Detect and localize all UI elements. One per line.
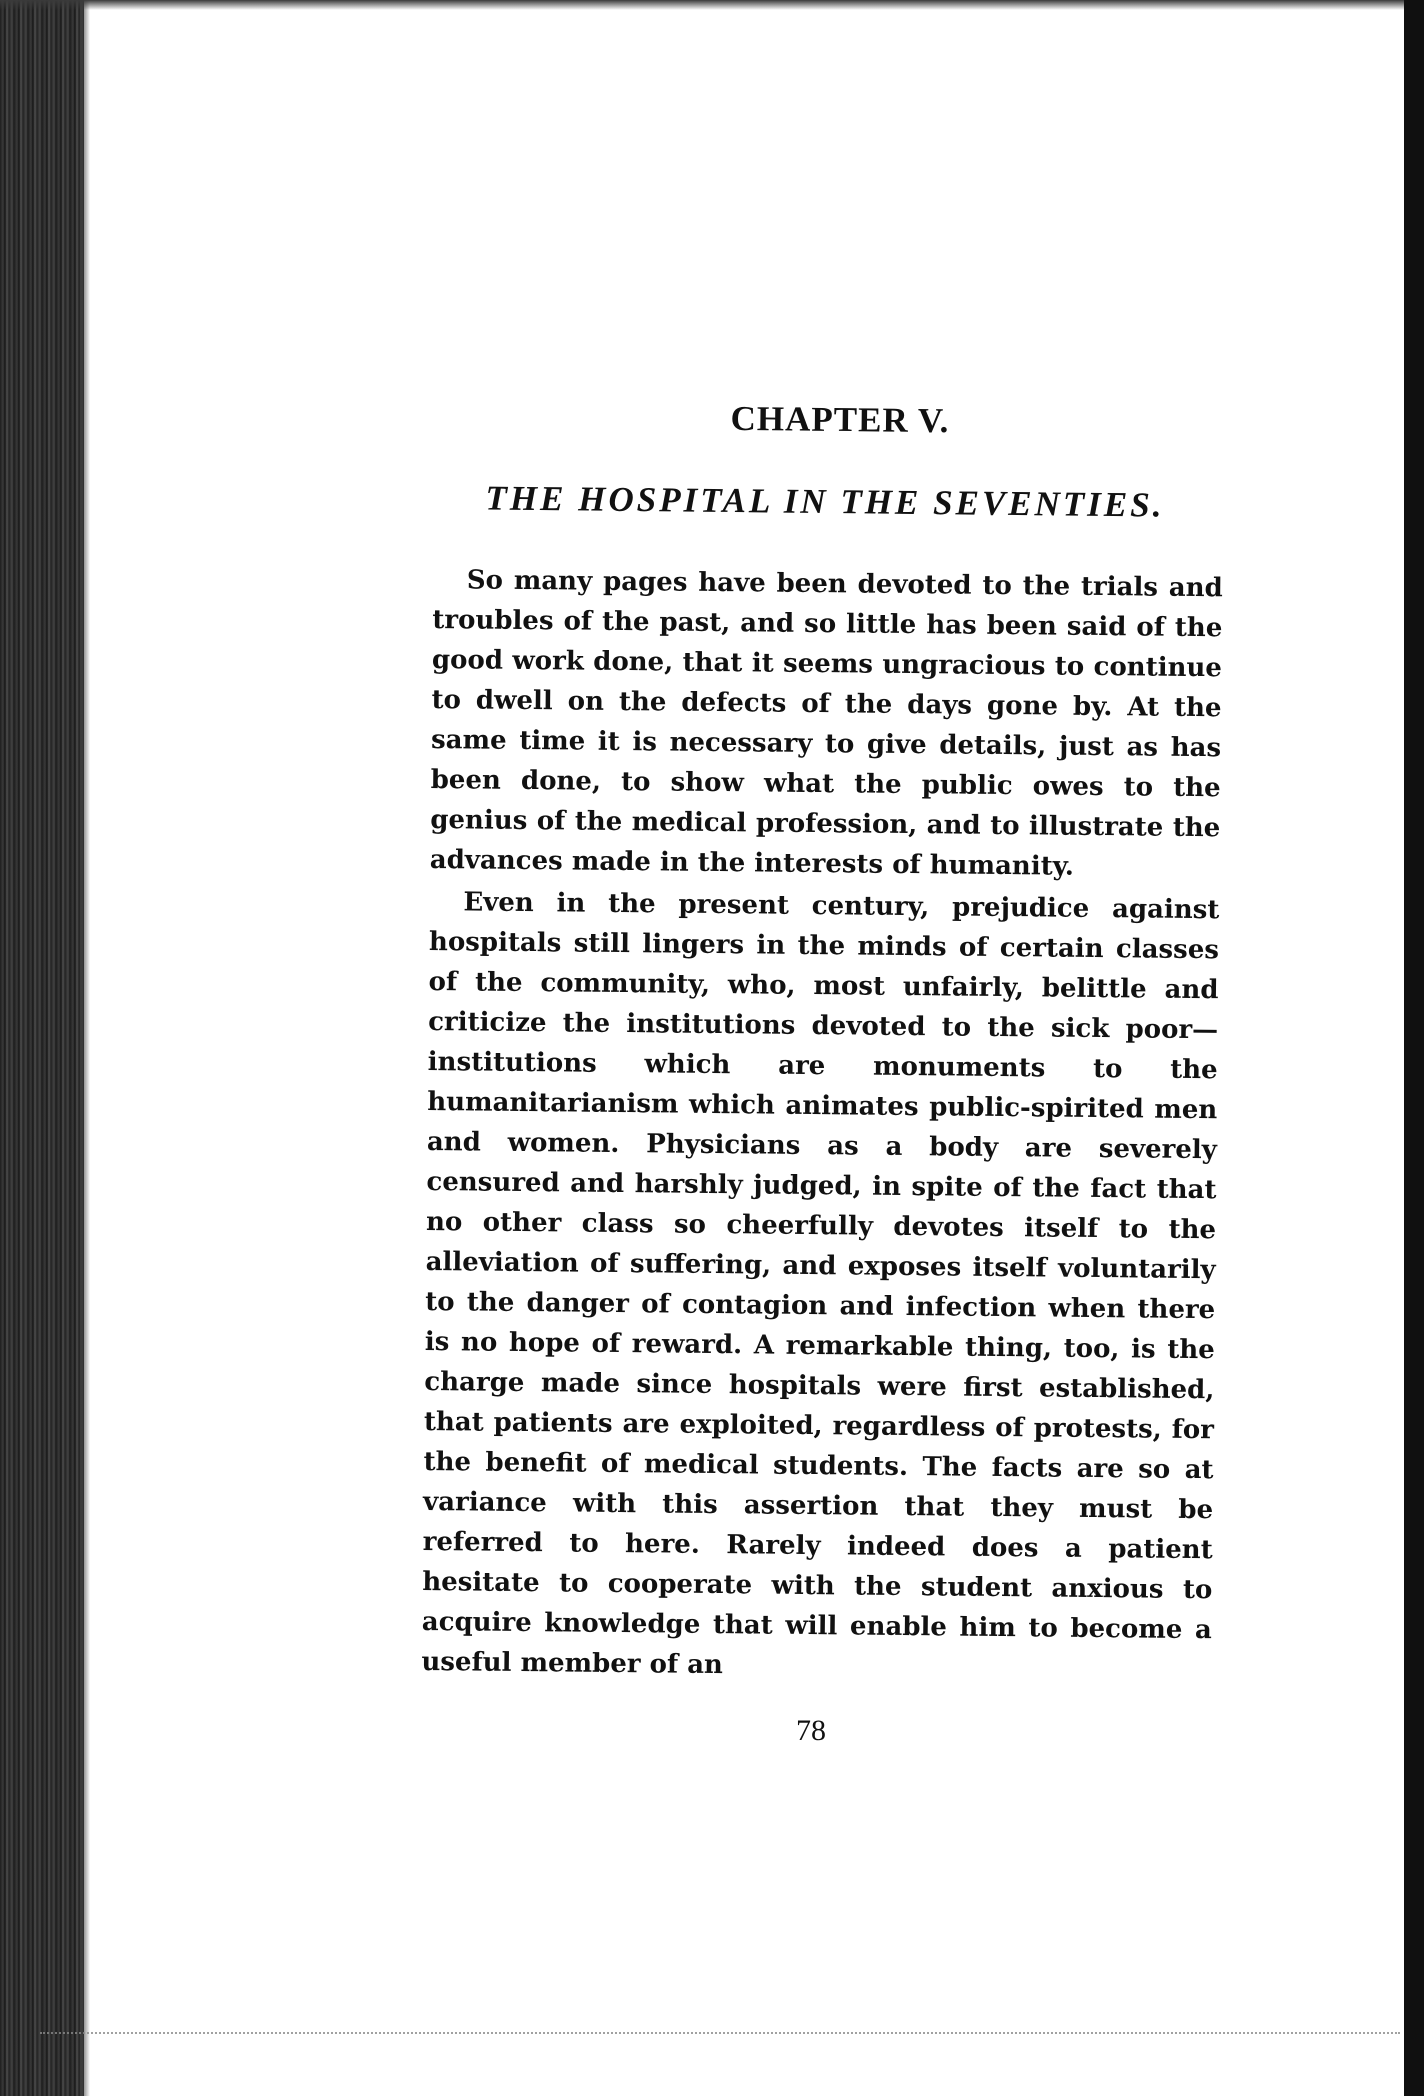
paragraph-1: So many pages have been devoted to the trials and troubles of the past, and so little has been said of the good work done, that it seems ungracious to continue to dwell on the defects of the days gone by. At the same time it is necessary to give details, just as has been done, to show what the public owes to the genius of the medical profession, and to illustrate the advances made in the interests of humanity.: [429, 565, 1223, 882]
book-top-edge: [0, 0, 1424, 10]
book-bottom-edge: [40, 2032, 1400, 2042]
page-number: 78: [796, 1714, 826, 1747]
paragraph-2: Even in the present century, prejudice against hospitals still lingers in the minds of certain classes of the community, who, most unfairly, belittle and criticize the institutions devoted to the sick poor—institutions which are monuments to the humanitarianism which animates public-spirited men and women. Physicians as a body are severely censured and harshly judged, in spite of the fact that no other class so cheerfully devotes itself to the alleviation of suffering, and exposes itself voluntarily to the danger of contagion and infection when there is no hope of reward. A remarkable thing, too, is the charge made since hospitals were first established, that patients are exploited, regardless of protests, for the benefit of medical students. The facts are so at variance with this assertion that they must be referred to here. Rarely indeed does a patient hesitate to cooperate with the student anxious to acquire knowledge that will enable him to become a useful member of an: [421, 887, 1220, 1681]
chapter-title: THE HOSPITAL IN THE SEVENTIES.: [485, 478, 1165, 525]
book-right-edge: [1404, 0, 1424, 2096]
book-left-edge: [0, 0, 84, 2096]
chapter-heading: CHAPTER V.: [730, 398, 950, 441]
body-text: [421, 560, 1223, 1692]
